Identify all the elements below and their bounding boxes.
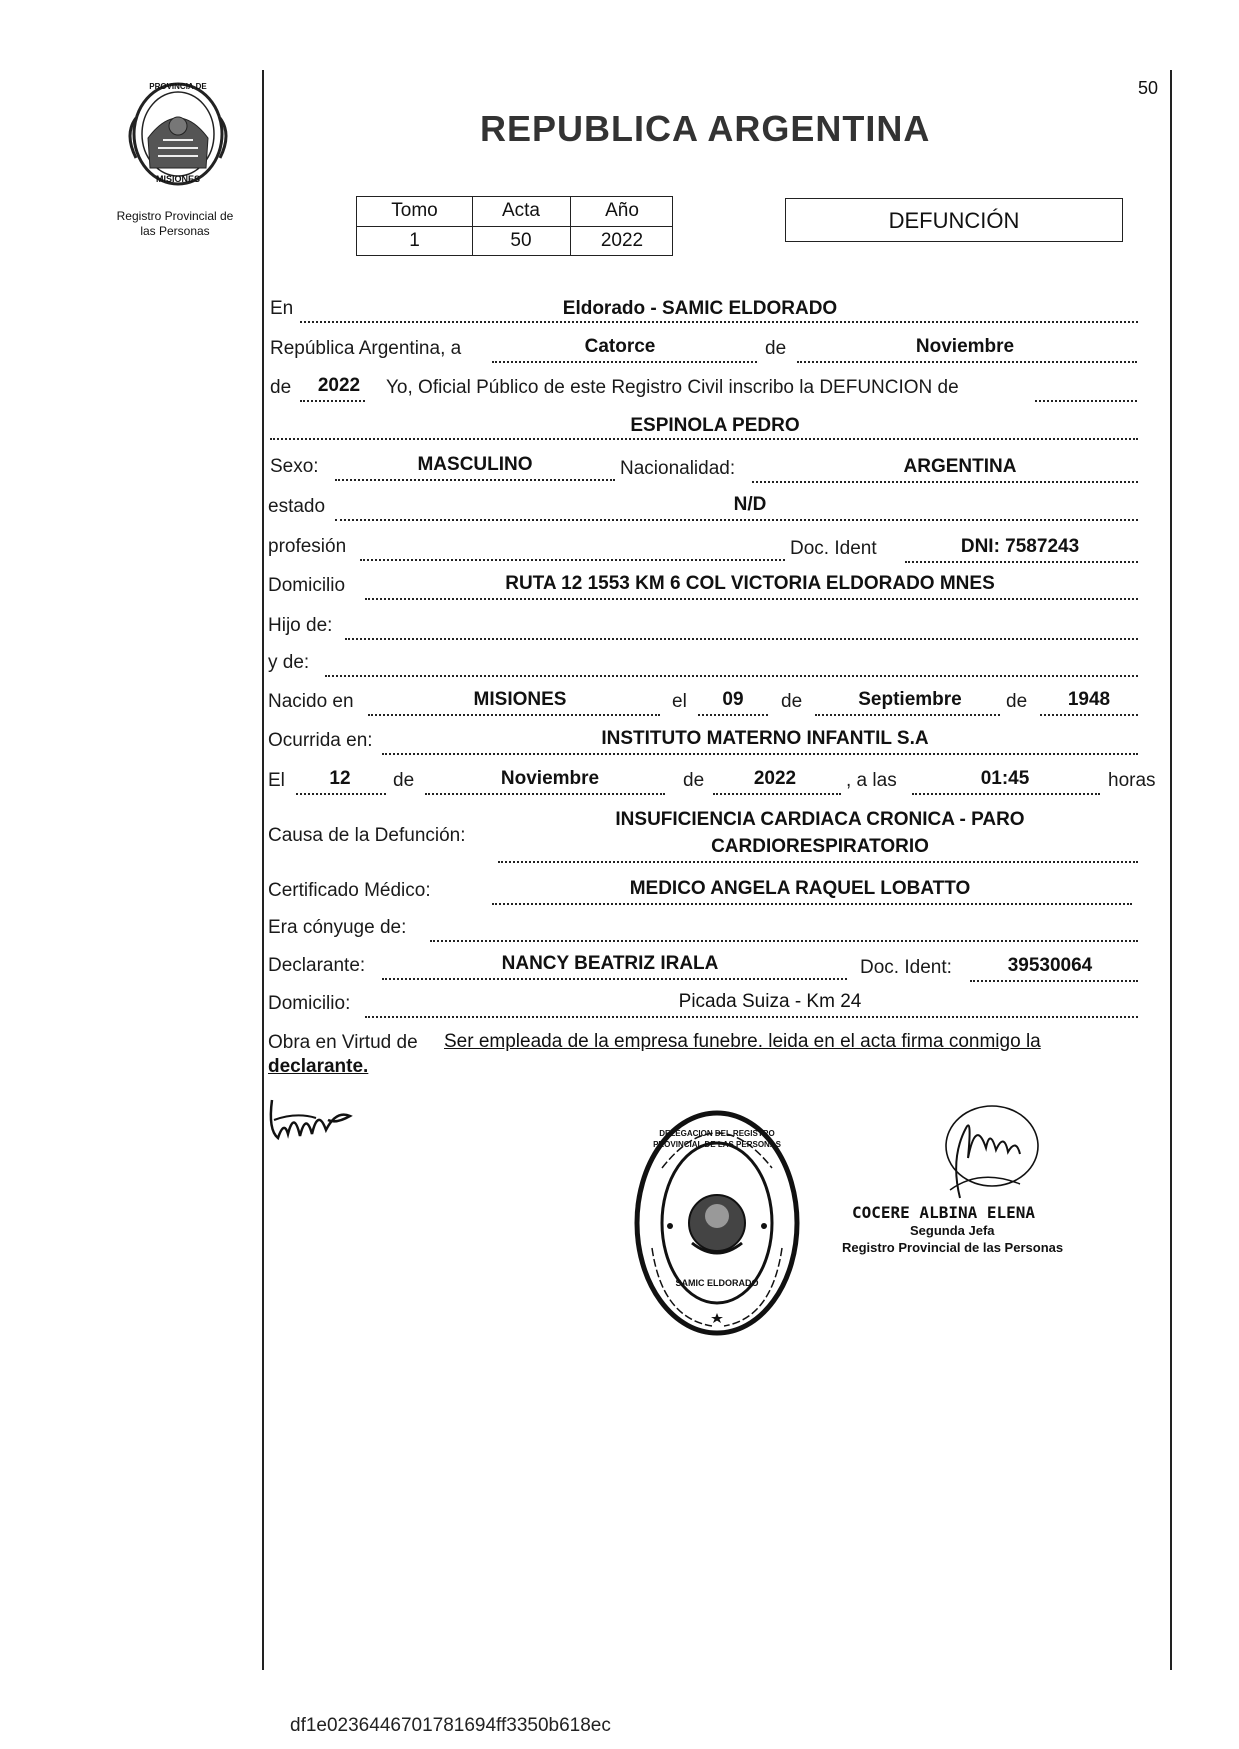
domicilio-label: Domicilio	[268, 575, 346, 596]
signatory-office: Registro Provincial de las Personas	[842, 1240, 1064, 1255]
en-label: En	[270, 298, 294, 319]
domicilio-line	[365, 598, 1138, 600]
republica-label: República Argentina, a	[270, 338, 462, 359]
doc-ident-label: Doc. Ident:	[860, 957, 952, 978]
official-stamp	[632, 1108, 802, 1338]
nacionalidad-line	[752, 481, 1138, 483]
hijo-line	[345, 638, 1138, 640]
obra-label: Obra en Virtud de	[268, 1032, 418, 1053]
sexo-value: MASCULINO	[417, 454, 533, 475]
ocurrida-value: INSTITUTO MATERNO INFANTIL S.A	[601, 728, 929, 749]
crest-top-text: PROVINCIA DE	[149, 82, 207, 91]
death-year: 2022	[753, 768, 797, 789]
registration-year: 2022	[317, 375, 361, 396]
de-label-1: de	[765, 338, 787, 359]
left-margin-rule	[262, 70, 264, 1670]
birth-month-line	[815, 714, 1000, 716]
crest-bottom-text: MISIONES	[155, 174, 200, 184]
stamp-inner-text: SAMIC ELDORADO	[675, 1278, 759, 1288]
en-line	[300, 321, 1138, 323]
de-label-6: de	[683, 770, 705, 791]
en-value: Eldorado - SAMIC ELDORADO	[562, 298, 838, 319]
declarante-doc: 39530064	[1007, 955, 1093, 976]
de-label-5: de	[393, 770, 415, 791]
death-time: 01:45	[980, 768, 1030, 789]
stamp-outer-text: DELEGACION DEL REGISTRO PROVINCIAL DE LAS PERSONAS	[653, 1129, 781, 1149]
causa-line1: INSUFICIENCIA CARDIACA CRONICA - PARO	[615, 809, 1025, 830]
acta-value: 50	[510, 230, 532, 251]
el-label: el	[672, 691, 687, 712]
certificado-value: MEDICO ANGELA RAQUEL LOBATTO	[629, 878, 971, 899]
birth-month: Septiembre	[858, 689, 962, 710]
name-line	[270, 438, 1138, 440]
institution-name-2: las Personas	[140, 224, 210, 238]
alas-label: , a las	[846, 770, 897, 791]
domicilio2-value: Picada Suiza - Km 24	[678, 991, 862, 1012]
causa-line2: CARDIORESPIRATORIO	[711, 836, 929, 857]
horas-label: horas	[1108, 770, 1156, 791]
declarante-doc-line	[970, 980, 1138, 982]
ocurrida-line	[382, 753, 1138, 755]
document-hash: df1e0236446701781694ff3350b618ec	[290, 1715, 611, 1736]
estado-label: estado	[268, 496, 326, 517]
right-margin-rule	[1170, 70, 1172, 1670]
conyuge-label: Era cónyuge de:	[268, 917, 407, 938]
oficial-line	[1035, 400, 1137, 402]
registration-month: Noviembre	[915, 336, 1015, 357]
birth-year: 1948	[1067, 689, 1111, 710]
birth-day-line	[698, 714, 768, 716]
obra-value-1: Ser empleada de la empresa funebre. leida en el acta firma conmigo la	[444, 1031, 1041, 1052]
nacido-value: MISIONES	[473, 689, 567, 710]
page-title: REPUBLICA ARGENTINA	[480, 108, 931, 149]
day-line	[492, 361, 757, 363]
death-registration-day: Catorce	[584, 336, 656, 357]
record-table	[356, 196, 673, 256]
sexo-line	[335, 479, 615, 481]
province-crest	[118, 78, 238, 190]
year-line	[300, 400, 365, 402]
page-number: 50	[1138, 78, 1159, 98]
estado-line	[335, 519, 1138, 521]
certificado-line	[492, 903, 1132, 905]
domicilio2-label: Domicilio:	[268, 993, 351, 1014]
de-label-2: de	[270, 377, 292, 398]
declarante-line	[382, 978, 847, 980]
death-year-line	[713, 793, 841, 795]
obra-value-2: declarante.	[268, 1056, 369, 1077]
death-month-line	[425, 793, 665, 795]
ocurrida-label: Ocurrida en:	[268, 730, 373, 751]
de-label-3: de	[781, 691, 803, 712]
de-label-4: de	[1006, 691, 1028, 712]
col-acta-header: Acta	[501, 200, 541, 221]
doc-value: DNI: 7587243	[960, 536, 1080, 557]
doc-line	[905, 561, 1138, 563]
month-line	[797, 361, 1137, 363]
anio-value: 2022	[600, 230, 644, 251]
deceased-name: ESPINOLA PEDRO	[630, 415, 800, 436]
death-day: 12	[329, 768, 351, 789]
col-tomo-header: Tomo	[391, 200, 438, 221]
causa-label: Causa de la Defunción:	[268, 825, 466, 846]
estado-value: N/D	[733, 494, 767, 515]
sexo-label: Sexo:	[270, 456, 319, 477]
death-day-line	[296, 793, 386, 795]
profesion-line	[360, 559, 785, 561]
record-type: DEFUNCIÓN	[888, 208, 1020, 233]
domicilio-value: RUTA 12 1553 KM 6 COL VICTORIA ELDORADO MNES	[505, 573, 995, 594]
nacido-label: Nacido en	[268, 691, 354, 712]
declarante-label: Declarante:	[268, 955, 366, 976]
signatory-name: COCERE ALBINA ELENA	[852, 1203, 1036, 1222]
yde-line	[325, 675, 1138, 677]
certificado-label: Certificado Médico:	[268, 880, 431, 901]
tomo-value: 1	[409, 230, 420, 251]
col-anio-header: Año	[605, 200, 639, 221]
El-label: El	[268, 770, 285, 791]
yde-label: y de:	[268, 652, 310, 673]
birth-day: 09	[722, 689, 744, 710]
record-type-box	[785, 198, 1123, 242]
nacionalidad-label: Nacionalidad:	[620, 458, 736, 479]
institution-name-1: Registro Provincial de	[116, 209, 234, 223]
nacionalidad-value: ARGENTINA	[903, 456, 1017, 477]
conyuge-line	[430, 940, 1138, 942]
profesion-label: profesión	[268, 536, 347, 557]
hijo-label: Hijo de:	[268, 615, 333, 636]
domicilio2-line	[365, 1016, 1138, 1018]
oficial-text: Yo, Oficial Público de este Registro Civil inscribo la DEFUNCION de	[386, 377, 959, 398]
birth-year-line	[1040, 714, 1138, 716]
handwritten-initials	[266, 1090, 356, 1150]
declarante-value: NANCY BEATRIZ IRALA	[501, 953, 719, 974]
nacido-line	[368, 714, 660, 716]
doc-label: Doc. Ident	[790, 538, 877, 559]
causa-line	[498, 861, 1138, 863]
death-time-line	[912, 793, 1100, 795]
death-month: Noviembre	[500, 768, 600, 789]
official-signature	[920, 1098, 1040, 1208]
signatory-title: Segunda Jefa	[910, 1223, 995, 1238]
